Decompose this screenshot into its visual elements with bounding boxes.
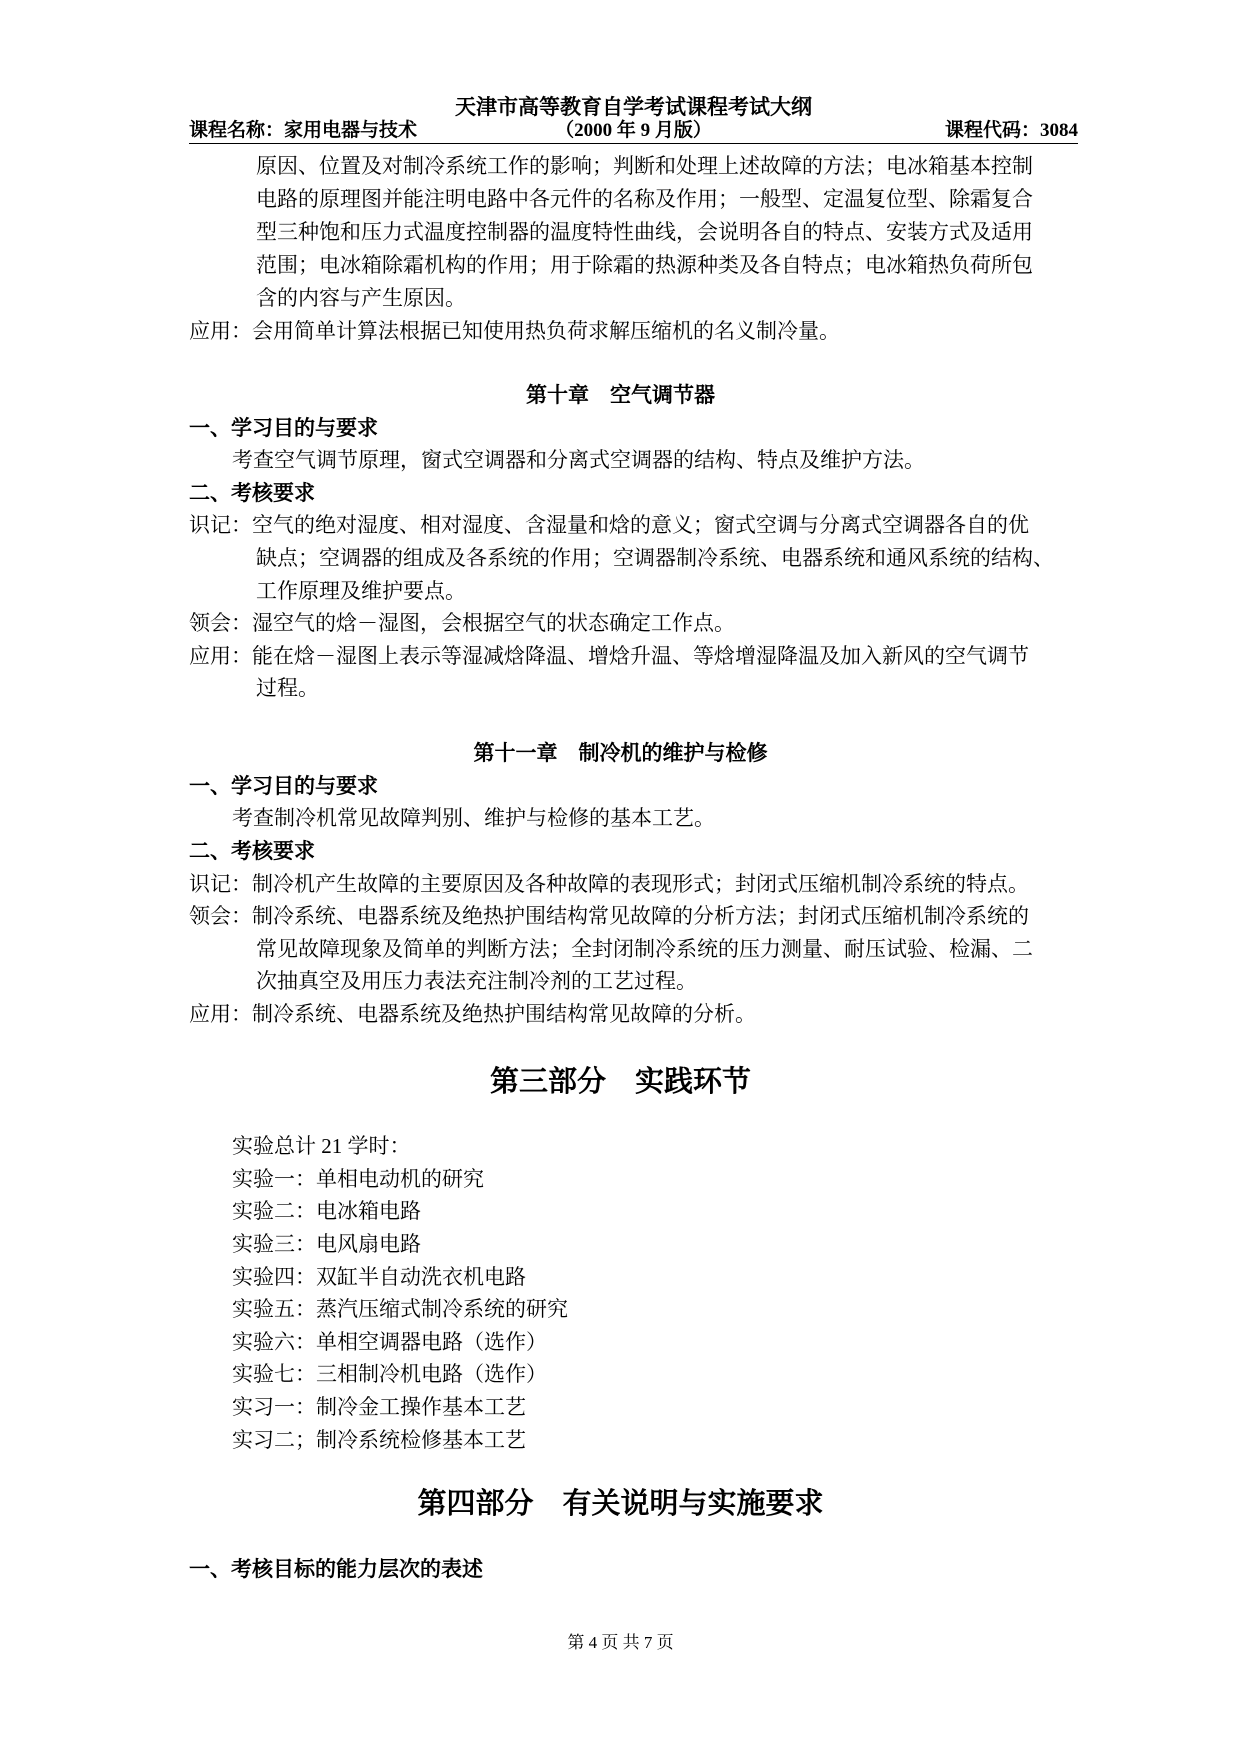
edition: （2000 年 9 月版） bbox=[555, 120, 712, 141]
list-item: 实验五：蒸汽压缩式制冷系统的研究 bbox=[232, 1297, 568, 1322]
course-name: 课程名称：家用电器与技术 bbox=[189, 120, 418, 141]
list-item: 实习二；制冷系统检修基本工艺 bbox=[232, 1427, 526, 1452]
section-heading: 二、考核要求 bbox=[189, 480, 315, 505]
text-line: 考查空气调节原理，窗式空调器和分离式空调器的结构、特点及维护方法。 bbox=[232, 448, 925, 473]
list-item: 实验四：双缸半自动洗衣机电路 bbox=[232, 1264, 526, 1289]
text-line: 原因、位置及对制冷系统工作的影响；判断和处理上述故障的方法；电冰箱基本控制 bbox=[256, 153, 1033, 178]
part-title: 第三部分 实践环节 bbox=[489, 1065, 751, 1098]
list-item: 实验总计 21 学时： bbox=[232, 1134, 411, 1159]
list-item: 实验三：电风扇电路 bbox=[232, 1232, 421, 1257]
text-line: 范围；电冰箱除霜机构的作用；用于除霜的热源种类及各自特点；电冰箱热负荷所包 bbox=[256, 252, 1033, 277]
list-item: 实习一：制冷金工操作基本工艺 bbox=[232, 1395, 526, 1420]
header-rule bbox=[189, 143, 1078, 144]
understand-item: 领会：湿空气的焓－湿图，会根据空气的状态确定工作点。 bbox=[189, 611, 735, 636]
list-item: 实验七：三相制冷机电路（选作） bbox=[232, 1362, 547, 1387]
apply-item: 应用：会用简单计算法根据已知使用热负荷求解压缩机的名义制冷量。 bbox=[189, 318, 840, 343]
list-item: 实验二：电冰箱电路 bbox=[232, 1199, 421, 1224]
section-heading: 一、学习目的与要求 bbox=[189, 415, 378, 440]
chapter-11-body bbox=[189, 770, 1033, 1031]
remember-item: 识记：制冷机产生故障的主要原因及各种故障的表现形式；封闭式压缩机制冷系统的特点。 bbox=[189, 871, 1029, 896]
understand-item: 领会：制冷系统、电器系统及绝热护围结构常见故障的分析方法；封闭式压缩机制冷系统的 bbox=[189, 904, 1029, 929]
text-line: 考查制冷机常见故障判别、维护与检修的基本工艺。 bbox=[232, 806, 715, 831]
course-code: 课程代码：3084 bbox=[944, 120, 1078, 141]
text-line: 电路的原理图并能注明电路中各元件的名称及作用；一般型、定温复位型、除霜复合 bbox=[256, 186, 1033, 211]
chapter-10-body bbox=[189, 412, 1054, 705]
text-line: 次抽真空及用压力表法充注制冷剂的工艺过程。 bbox=[256, 969, 697, 994]
text-line: 缺点；空调器的组成及各系统的作用；空调器制冷系统、电器系统和通风系统的结构、 bbox=[256, 545, 1054, 570]
apply-item: 应用：能在焓－湿图上表示等湿减焓降温、增焓升温、等焓增湿降温及加入新风的空气调节 bbox=[189, 643, 1029, 668]
document-title: 天津市高等教育自学考试课程考试大纲 bbox=[455, 95, 812, 119]
section-heading: 一、考核目标的能力层次的表述 bbox=[189, 1556, 483, 1581]
text-line: 常见故障现象及简单的判断方法；全封闭制冷系统的压力测量、耐压试验、检漏、二 bbox=[256, 936, 1033, 961]
apply-item: 应用：制冷系统、电器系统及绝热护围结构常见故障的分析。 bbox=[189, 1001, 756, 1026]
remember-item: 识记：空气的绝对湿度、相对湿度、含湿量和焓的意义；窗式空调与分离式空调器各自的优 bbox=[189, 513, 1029, 538]
chapter-title: 第十一章 制冷机的维护与检修 bbox=[473, 741, 768, 766]
text-line: 过程。 bbox=[256, 676, 319, 701]
ch9-continuation bbox=[189, 150, 1033, 348]
list-item: 实验一：单相电动机的研究 bbox=[232, 1166, 484, 1191]
section-heading: 一、学习目的与要求 bbox=[189, 773, 378, 798]
page-number: 第 4 页 共 7 页 bbox=[567, 1633, 674, 1652]
text-line: 含的内容与产生原因。 bbox=[256, 285, 466, 310]
text-line: 型三种饱和压力式温度控制器的温度特性曲线，会说明各自的特点、安装方式及适用 bbox=[256, 219, 1033, 244]
text-line: 工作原理及维护要点。 bbox=[256, 578, 466, 603]
header-info-row bbox=[189, 119, 1078, 143]
chapter-title: 第十章 空气调节器 bbox=[526, 383, 715, 407]
section-heading: 二、考核要求 bbox=[189, 838, 315, 863]
part-title: 第四部分 有关说明与实施要求 bbox=[417, 1487, 824, 1520]
practice-list bbox=[232, 1130, 568, 1456]
list-item: 实验六：单相空调器电路（选作） bbox=[232, 1329, 547, 1354]
